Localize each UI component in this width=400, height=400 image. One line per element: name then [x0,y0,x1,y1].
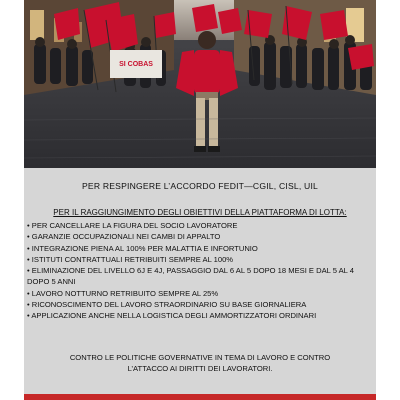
closing-statement: CONTRO LE POLITICHE GOVERNATIVE IN TEMA DI LAVORO E CONTRO L’ATTACCO AI DIRITTI DEI LAVORATORI. [69,353,331,373]
text-panel [24,168,376,394]
objectives-title: PER IL RAGGIUNGIMENTO DEGLI OBIETTIVI DELLA PIATTAFORMA DI LOTTA: [53,208,347,217]
banner-text: SI COBAS [119,61,153,68]
list-item: • GARANZIE OCCUPAZIONALI NEI CAMBI DI APPALTO [27,231,370,242]
objectives-list [27,220,370,322]
list-item: • ISTITUTI CONTRATTUALI RETRIBUITI SEMPRE AL 100% [27,254,370,265]
headline: PER RESPINGERE L’ACCORDO FEDIT—CGIL, CISL, UIL [81,181,319,191]
accent-bar [24,394,376,400]
protest-scene [24,0,376,168]
protest-photo [24,0,376,168]
list-item: • RICONOSCIMENTO DEL LAVORO STRAORDINARIO SU BASE GIORNALIERA [27,299,370,310]
list-item: • PER CANCELLARE LA FIGURA DEL SOCIO LAVORATORE [27,220,370,231]
list-item: • INTEGRAZIONE PIENA AL 100% PER MALATTIA E INFORTUNIO [27,243,370,254]
list-item: • LAVORO NOTTURNO RETRIBUITO SEMPRE AL 25% [27,288,370,299]
list-item: • APPLICAZIONE ANCHE NELLA LOGISTICA DEGLI AMMORTIZZATORI ORDINARI [27,310,370,321]
list-item: • ELIMINAZIONE DEL LIVELLO 6J E 4J, PASSAGGIO DAL 6 AL 5 DOPO 18 MESI E DAL 5 AL 4 DOPO 5 ANNI [27,265,370,288]
